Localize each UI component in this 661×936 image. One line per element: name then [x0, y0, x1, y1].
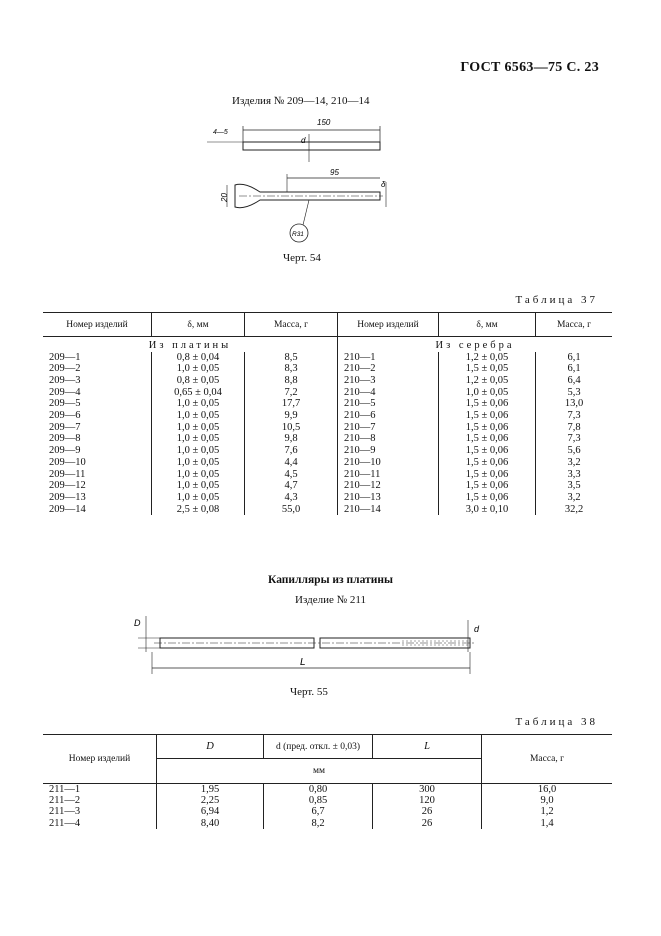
table-cell: 209—3 — [49, 374, 81, 386]
table-cell: 7,2 — [245, 387, 338, 399]
table-cell: 1,5 ± 0,06 — [439, 398, 536, 410]
table-cell: 4,3 — [245, 492, 338, 504]
table-cell: 7,8 — [536, 422, 613, 434]
table-cell: 209—1 — [49, 351, 81, 363]
table38-col-L: L — [373, 735, 482, 759]
table-cell: 209—8 — [49, 433, 81, 445]
table-cell: 211—3 — [49, 806, 81, 818]
table-cell: 209—12 — [49, 480, 86, 492]
table-cell: 16,0 — [482, 784, 613, 796]
table-cell: 9,8 — [245, 433, 338, 445]
table38-col-d: d (пред. откл. ± 0,03) — [264, 735, 373, 759]
table37-header-row — [43, 313, 612, 337]
fig54-dim-45: 4—5 — [213, 129, 228, 136]
table-cell: 8,8 — [245, 375, 338, 387]
table-cell: 26 — [373, 806, 482, 817]
table38-col-D: D — [157, 735, 264, 759]
table-cell: 2,5 ± 0,08 — [152, 504, 245, 516]
table-cell: 210—12 — [338, 480, 439, 492]
table-cell: 1,5 ± 0,06 — [439, 422, 536, 434]
table-row — [43, 410, 612, 422]
table-cell: 209—7 — [49, 421, 81, 433]
table-cell: 209—11 — [49, 468, 86, 480]
table-cell: 0,8 ± 0,04 — [152, 352, 245, 364]
table-cell: 1,0 ± 0,05 — [152, 480, 245, 492]
table-cell: 55,0 — [245, 504, 338, 516]
table-row — [43, 445, 612, 457]
table-cell: 8,2 — [264, 818, 373, 829]
table-cell: 1,95 — [157, 784, 264, 796]
table37-body — [43, 352, 612, 516]
table-cell: 6,94 — [157, 806, 264, 817]
table38-body — [43, 784, 612, 829]
table-cell: 2,25 — [157, 795, 264, 806]
table37-group-row — [43, 337, 612, 352]
fig54-dim-d: d — [301, 136, 306, 145]
table-cell: 210—5 — [338, 398, 439, 410]
table-row — [43, 375, 612, 387]
fig54-drawing — [205, 112, 405, 247]
table-row — [43, 818, 612, 829]
table-row — [43, 480, 612, 492]
table-cell: 1,0 ± 0,05 — [152, 469, 245, 481]
table-cell: 1,4 — [482, 818, 613, 829]
table37-header: Масса, г — [245, 313, 338, 337]
fig54-caption: Изделия № 209—14, 210—14 — [232, 95, 370, 107]
table-cell: 3,0 ± 0,10 — [439, 504, 536, 516]
fig55-dim-d: d — [474, 624, 480, 634]
table37-header: δ, мм — [439, 313, 536, 337]
table-cell: 210—8 — [338, 433, 439, 445]
table-cell: 1,0 ± 0,05 — [152, 363, 245, 375]
table-cell: 1,2 ± 0,05 — [439, 352, 536, 364]
table-cell: 1,5 ± 0,06 — [439, 480, 536, 492]
table-cell: 7,3 — [536, 433, 613, 445]
table-cell: 210—13 — [338, 492, 439, 504]
table38 — [43, 734, 612, 829]
table-cell: 1,0 ± 0,05 — [439, 387, 536, 399]
table-cell: 7,3 — [536, 410, 613, 422]
table38-col-mass: Масса, г — [482, 735, 613, 784]
table-cell: 120 — [373, 795, 482, 806]
table-row — [43, 784, 612, 796]
table37-header: δ, мм — [152, 313, 245, 337]
fig55-drawing — [130, 612, 495, 680]
table37-header: Масса, г — [536, 313, 613, 337]
table-cell: 0,80 — [264, 784, 373, 796]
table-row — [43, 433, 612, 445]
table-cell: 6,4 — [536, 375, 613, 387]
fig54-dim-150: 150 — [317, 118, 331, 127]
table-cell: 0,85 — [264, 795, 373, 806]
table-cell: 3,3 — [536, 469, 613, 481]
table-cell: 1,5 ± 0,06 — [439, 457, 536, 469]
table-cell: 210—2 — [338, 363, 439, 375]
table-cell: 4,4 — [245, 457, 338, 469]
table38-unit: мм — [157, 759, 482, 784]
fig54-dim-delta: δ — [381, 180, 386, 189]
table-cell: 210—9 — [338, 445, 439, 457]
table-cell: 211—2 — [49, 795, 81, 807]
table-cell: 210—10 — [338, 457, 439, 469]
table-cell: 1,0 ± 0,05 — [152, 445, 245, 457]
table-cell: 209—2 — [49, 363, 81, 375]
table-cell: 1,5 ± 0,06 — [439, 445, 536, 457]
page-header: ГОСТ 6563—75 С. 23 — [460, 60, 599, 75]
table38-col-num: Номер изделий — [43, 735, 157, 784]
table-cell: 32,2 — [536, 504, 613, 516]
table-cell: 13,0 — [536, 398, 613, 410]
section-title: Капилляры из платины — [268, 574, 393, 586]
table-cell: 209—6 — [49, 410, 81, 422]
table-cell: 8,3 — [245, 363, 338, 375]
section-subtitle: Изделие № 211 — [295, 594, 366, 606]
fig54-strip-top — [243, 142, 380, 150]
table-cell: 1,5 ± 0,06 — [439, 492, 536, 504]
table-row — [43, 363, 612, 375]
table-cell: 0,65 ± 0,04 — [152, 387, 245, 399]
table-cell: 4,7 — [245, 480, 338, 492]
table-cell: 1,0 ± 0,05 — [152, 433, 245, 445]
table38-label: Таблица 38 — [515, 716, 598, 728]
table-cell: 209—13 — [49, 491, 86, 503]
table-cell: 6,1 — [536, 352, 613, 364]
table37 — [43, 312, 612, 515]
table-cell: 211—4 — [49, 817, 81, 829]
fig55-dim-L: L — [300, 657, 306, 668]
table-cell: 5,6 — [536, 445, 613, 457]
table-cell: 210—6 — [338, 410, 439, 422]
table-cell: 26 — [373, 818, 482, 829]
table-cell: 1,0 ± 0,05 — [152, 492, 245, 504]
fig54-dim-r31: R31 — [292, 231, 304, 238]
table-cell: 5,3 — [536, 387, 613, 399]
fig54-dim-95: 95 — [330, 168, 339, 177]
table-cell: 8,5 — [245, 352, 338, 364]
table-cell: 3,5 — [536, 480, 613, 492]
table-cell: 1,5 ± 0,05 — [439, 363, 536, 375]
table-row — [43, 398, 612, 410]
fig55-dim-D: D — [134, 618, 141, 628]
table-cell: 209—14 — [49, 503, 86, 515]
table-cell: 9,9 — [245, 410, 338, 422]
fig55-label: Черт. 55 — [290, 686, 328, 698]
table-cell: 1,2 — [482, 806, 613, 817]
table37-header: Номер изделий — [338, 313, 439, 337]
table-cell: 209—10 — [49, 456, 86, 468]
table-cell: 210—14 — [338, 504, 439, 516]
table-cell: 1,0 ± 0,05 — [152, 398, 245, 410]
table-row — [43, 806, 612, 817]
table-row — [43, 504, 612, 516]
table37-label: Таблица 37 — [515, 294, 598, 306]
table37-header: Номер изделий — [66, 319, 128, 330]
table-cell: 1,5 ± 0,06 — [439, 410, 536, 422]
table-cell: 209—5 — [49, 398, 81, 410]
table-cell: 1,0 ± 0,05 — [152, 422, 245, 434]
table-cell: 1,0 ± 0,05 — [152, 457, 245, 469]
table-cell: 210—3 — [338, 375, 439, 387]
table-cell: 1,2 ± 0,05 — [439, 375, 536, 387]
table-cell: 6,7 — [264, 806, 373, 817]
table-cell: 1,5 ± 0,06 — [439, 469, 536, 481]
table-row — [43, 387, 612, 399]
table-row — [43, 457, 612, 469]
table-cell: 3,2 — [536, 457, 613, 469]
table37-group-left: Из платины — [148, 339, 232, 351]
table-row — [43, 422, 612, 434]
table-cell: 210—7 — [338, 422, 439, 434]
table-row — [43, 352, 612, 364]
table-cell: 209—4 — [49, 386, 81, 398]
table-cell: 17,7 — [245, 398, 338, 410]
table-row — [43, 469, 612, 481]
table-cell: 10,5 — [245, 422, 338, 434]
table-cell: 1,5 ± 0,06 — [439, 433, 536, 445]
table-cell: 9,0 — [482, 795, 613, 806]
table-row — [43, 795, 612, 806]
table-row — [43, 492, 612, 504]
table-cell: 210—11 — [338, 469, 439, 481]
table-cell: 8,40 — [157, 818, 264, 829]
table-cell: 210—1 — [338, 352, 439, 364]
table-cell: 1,0 ± 0,05 — [152, 410, 245, 422]
table-cell: 0,8 ± 0,05 — [152, 375, 245, 387]
fig54-dim-20: 20 — [220, 193, 229, 202]
table-cell: 7,6 — [245, 445, 338, 457]
table-cell: 3,2 — [536, 492, 613, 504]
table-cell: 4,5 — [245, 469, 338, 481]
table-cell: 211—1 — [49, 784, 81, 795]
table-cell: 6,1 — [536, 363, 613, 375]
fig54-label: Черт. 54 — [283, 252, 321, 264]
table-cell: 210—4 — [338, 387, 439, 399]
table-cell: 209—9 — [49, 445, 81, 457]
table37-group-right: Из серебра — [338, 337, 613, 352]
table-cell: 300 — [373, 784, 482, 796]
